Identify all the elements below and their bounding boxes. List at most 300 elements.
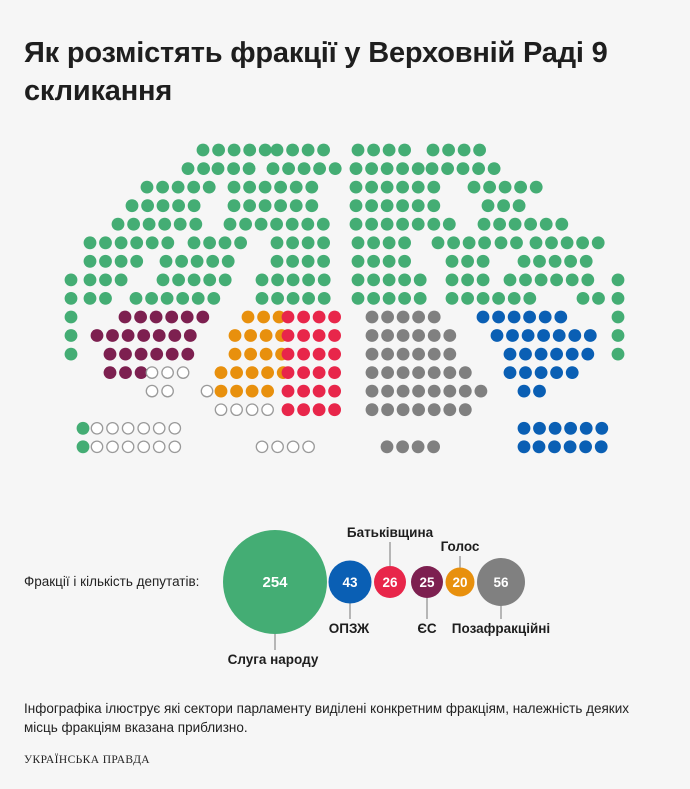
seat-pozafraktsiini xyxy=(397,311,410,324)
seat-sluha-narodu xyxy=(576,236,589,249)
seat-sluha-narodu xyxy=(243,162,256,175)
seat-opzzh xyxy=(535,348,548,361)
seat-opzzh xyxy=(523,311,536,324)
seat-sluha-narodu xyxy=(510,236,523,249)
seat-sluha-narodu xyxy=(259,144,272,157)
seat-batkivshchyna xyxy=(297,348,310,361)
seat-pozafraktsiini xyxy=(366,329,379,342)
seat-sluha-narodu xyxy=(305,199,318,212)
seat-sluha-narodu xyxy=(287,274,300,287)
seat-yes xyxy=(153,329,166,342)
seat-sluha-narodu xyxy=(508,292,521,305)
seat-sluha-narodu xyxy=(566,274,579,287)
seat-sluha-narodu xyxy=(367,236,380,249)
seat-sluha-narodu xyxy=(461,255,474,268)
seat-sluha-narodu xyxy=(446,255,459,268)
seat-empty xyxy=(91,441,102,452)
seat-sluha-narodu xyxy=(317,144,330,157)
seat-sluha-narodu xyxy=(427,218,440,231)
seat-empty xyxy=(162,385,173,396)
seat-opzzh xyxy=(533,422,546,435)
footnote: Інфографіка ілюструє які сектори парламенту виділені конкретним фракціям, належність деяких місць фракціям вказана приблизно. xyxy=(24,701,629,735)
seat-sluha-narodu xyxy=(290,199,303,212)
seat-sluha-narodu xyxy=(318,292,331,305)
seat-sluha-narodu xyxy=(161,236,174,249)
seat-batkivshchyna xyxy=(282,403,295,416)
seat-sluha-narodu xyxy=(65,348,78,361)
seat-sluha-narodu xyxy=(383,144,396,157)
seat-opzzh xyxy=(519,366,532,379)
seat-sluha-narodu xyxy=(188,236,201,249)
seat-sluha-narodu xyxy=(412,218,425,231)
seat-yes xyxy=(168,329,181,342)
seat-holos xyxy=(260,348,273,361)
seat-sluha-narodu xyxy=(130,255,143,268)
seat-sluha-narodu xyxy=(130,236,143,249)
seat-sluha-narodu xyxy=(222,255,235,268)
seat-batkivshchyna xyxy=(282,329,295,342)
seat-sluha-narodu xyxy=(383,236,396,249)
seat-sluha-narodu xyxy=(461,274,474,287)
seat-sluha-narodu xyxy=(274,181,287,194)
seat-holos xyxy=(230,385,243,398)
seat-sluha-narodu xyxy=(352,292,365,305)
seat-empty xyxy=(146,385,157,396)
seat-empty xyxy=(122,441,133,452)
bubbles-label: Фракції і кількість депутатів: xyxy=(24,574,200,589)
seat-sluha-narodu xyxy=(267,162,280,175)
seat-sluha-narodu xyxy=(426,162,439,175)
seat-holos xyxy=(246,366,259,379)
seat-sluha-narodu xyxy=(350,218,363,231)
seat-sluha-narodu xyxy=(115,255,128,268)
seat-yes xyxy=(181,311,194,324)
seat-sluha-narodu xyxy=(457,162,470,175)
seat-sluha-narodu xyxy=(612,329,625,342)
seat-sluha-narodu xyxy=(381,162,394,175)
seat-opzzh xyxy=(595,422,608,435)
seat-opzzh xyxy=(522,329,535,342)
seat-opzzh xyxy=(548,440,561,453)
seat-yes xyxy=(104,348,117,361)
seat-pozafraktsiini xyxy=(427,440,440,453)
seat-sluha-narodu xyxy=(228,181,241,194)
seat-sluha-narodu xyxy=(228,144,241,157)
seat-sluha-narodu xyxy=(234,236,247,249)
seat-sluha-narodu xyxy=(533,255,546,268)
seat-opzzh xyxy=(492,311,505,324)
seat-sluha-narodu xyxy=(156,181,169,194)
seat-sluha-narodu xyxy=(274,199,287,212)
seat-batkivshchyna xyxy=(313,348,326,361)
seat-holos xyxy=(230,366,243,379)
bubble-value-yes: 25 xyxy=(419,575,435,590)
seat-sluha-narodu xyxy=(477,274,490,287)
seat-sluha-narodu xyxy=(127,218,140,231)
seat-opzzh xyxy=(550,348,563,361)
seat-sluha-narodu xyxy=(367,274,380,287)
seat-sluha-narodu xyxy=(99,292,112,305)
seat-yes xyxy=(119,311,132,324)
seat-sluha-narodu xyxy=(271,144,284,157)
seat-sluha-narodu xyxy=(365,218,378,231)
seat-sluha-narodu xyxy=(256,292,269,305)
bubble-label-sluha-narodu: Слуга народу xyxy=(227,652,319,667)
seat-sluha-narodu xyxy=(188,199,201,212)
seat-holos xyxy=(229,348,242,361)
seat-sluha-narodu xyxy=(313,162,326,175)
seat-sluha-narodu xyxy=(302,144,315,157)
seat-pozafraktsiini xyxy=(412,403,425,416)
seat-sluha-narodu xyxy=(365,199,378,212)
seat-pozafraktsiini xyxy=(459,366,472,379)
seat-sluha-narodu xyxy=(212,162,225,175)
seat-sluha-narodu xyxy=(271,255,284,268)
seat-sluha-narodu xyxy=(141,181,154,194)
seat-empty xyxy=(91,423,102,434)
seat-sluha-narodu xyxy=(157,199,170,212)
seat-pozafraktsiini xyxy=(412,348,425,361)
seat-sluha-narodu xyxy=(77,422,90,435)
seat-sluha-narodu xyxy=(305,181,318,194)
seat-pozafraktsiini xyxy=(397,329,410,342)
seat-empty xyxy=(154,423,165,434)
seat-yes xyxy=(137,329,150,342)
seat-sluha-narodu xyxy=(367,292,380,305)
seat-sluha-narodu xyxy=(495,236,508,249)
seat-sluha-narodu xyxy=(497,199,510,212)
seat-batkivshchyna xyxy=(282,385,295,398)
seat-empty xyxy=(169,441,180,452)
seat-sluha-narodu xyxy=(477,292,490,305)
seat-batkivshchyna xyxy=(282,311,295,324)
seat-sluha-narodu xyxy=(352,255,365,268)
seat-sluha-narodu xyxy=(317,218,330,231)
seat-sluha-narodu xyxy=(243,144,256,157)
seat-sluha-narodu xyxy=(414,292,427,305)
seat-batkivshchyna xyxy=(313,329,326,342)
seat-sluha-narodu xyxy=(427,199,440,212)
seat-sluha-narodu xyxy=(458,144,471,157)
seat-sluha-narodu xyxy=(427,181,440,194)
seat-opzzh xyxy=(564,440,577,453)
seat-opzzh xyxy=(566,348,579,361)
seat-pozafraktsiini xyxy=(381,329,394,342)
seat-batkivshchyna xyxy=(297,311,310,324)
seat-yes xyxy=(181,348,194,361)
seat-opzzh xyxy=(504,366,517,379)
seat-sluha-narodu xyxy=(65,311,78,324)
seat-sluha-narodu xyxy=(197,144,210,157)
seat-sluha-narodu xyxy=(381,199,394,212)
seat-pozafraktsiini xyxy=(381,403,394,416)
seat-pozafraktsiini xyxy=(412,440,425,453)
seat-opzzh xyxy=(549,422,562,435)
seat-yes xyxy=(119,348,132,361)
seat-sluha-narodu xyxy=(65,329,78,342)
seat-batkivshchyna xyxy=(282,366,295,379)
seat-sluha-narodu xyxy=(301,218,314,231)
seat-map xyxy=(0,130,690,475)
seat-pozafraktsiini xyxy=(397,366,410,379)
seat-sluha-narodu xyxy=(383,255,396,268)
seat-yes xyxy=(196,311,209,324)
seat-sluha-narodu xyxy=(381,181,394,194)
seat-yes xyxy=(166,348,179,361)
seat-sluha-narodu xyxy=(352,236,365,249)
seat-sluha-narodu xyxy=(396,181,409,194)
seat-sluha-narodu xyxy=(271,274,284,287)
seat-sluha-narodu xyxy=(243,181,256,194)
seat-sluha-narodu xyxy=(228,199,241,212)
seat-pozafraktsiini xyxy=(381,440,394,453)
seat-opzzh xyxy=(553,329,566,342)
seat-sluha-narodu xyxy=(302,255,315,268)
seat-sluha-narodu xyxy=(84,255,97,268)
seat-holos xyxy=(246,385,259,398)
seat-pozafraktsiini xyxy=(428,403,441,416)
seat-sluha-narodu xyxy=(352,144,365,157)
seat-sluha-narodu xyxy=(259,181,272,194)
seat-sluha-narodu xyxy=(612,292,625,305)
seat-sluha-narodu xyxy=(145,292,158,305)
seat-opzzh xyxy=(519,348,532,361)
seat-sluha-narodu xyxy=(99,274,112,287)
seat-sluha-narodu xyxy=(446,292,459,305)
seat-pozafraktsiini xyxy=(428,311,441,324)
seat-sluha-narodu xyxy=(518,255,531,268)
seat-sluha-narodu xyxy=(115,236,128,249)
seat-sluha-narodu xyxy=(432,236,445,249)
seat-batkivshchyna xyxy=(313,385,326,398)
brand-logo: УКРАЇНСЬКА ПРАВДА xyxy=(24,754,151,766)
seat-pozafraktsiini xyxy=(459,385,472,398)
seat-opzzh xyxy=(504,348,517,361)
seat-sluha-narodu xyxy=(513,199,526,212)
seat-sluha-narodu xyxy=(176,292,189,305)
seat-sluha-narodu xyxy=(412,162,425,175)
seat-holos xyxy=(215,366,228,379)
seat-sluha-narodu xyxy=(550,274,563,287)
seat-batkivshchyna xyxy=(313,403,326,416)
seat-holos xyxy=(260,329,273,342)
seat-opzzh xyxy=(518,440,531,453)
seat-sluha-narodu xyxy=(255,218,268,231)
seat-batkivshchyna xyxy=(313,311,326,324)
seat-holos xyxy=(261,385,274,398)
seat-sluha-narodu xyxy=(555,218,568,231)
seat-sluha-narodu xyxy=(84,236,97,249)
seat-pozafraktsiini xyxy=(366,403,379,416)
seat-sluha-narodu xyxy=(65,292,78,305)
bubble-label-opzzh: ОПЗЖ xyxy=(328,621,370,636)
seat-sluha-narodu xyxy=(592,292,605,305)
seat-sluha-narodu xyxy=(126,199,139,212)
seat-sluha-narodu xyxy=(612,311,625,324)
seat-sluha-narodu xyxy=(488,162,501,175)
seat-yes xyxy=(150,311,163,324)
seat-sluha-narodu xyxy=(483,181,496,194)
seat-sluha-narodu xyxy=(592,236,605,249)
seat-sluha-narodu xyxy=(350,181,363,194)
chart-title: Як розмістять фракції у Верховній Раді 9 скликання xyxy=(24,37,608,107)
seat-sluha-narodu xyxy=(549,255,562,268)
seat-sluha-narodu xyxy=(329,162,342,175)
seat-sluha-narodu xyxy=(442,144,455,157)
seat-opzzh xyxy=(579,440,592,453)
seat-sluha-narodu xyxy=(157,274,170,287)
seat-holos xyxy=(229,329,242,342)
seat-sluha-narodu xyxy=(564,255,577,268)
seat-yes xyxy=(134,311,147,324)
seat-empty xyxy=(138,441,149,452)
seat-sluha-narodu xyxy=(99,236,112,249)
seat-empty xyxy=(303,441,314,452)
seat-sluha-narodu xyxy=(523,292,536,305)
seat-sluha-narodu xyxy=(182,162,195,175)
seat-sluha-narodu xyxy=(270,218,283,231)
seat-opzzh xyxy=(595,440,608,453)
seat-sluha-narodu xyxy=(206,255,219,268)
seat-opzzh xyxy=(584,329,597,342)
seat-sluha-narodu xyxy=(286,236,299,249)
seat-opzzh xyxy=(518,385,531,398)
seat-batkivshchyna xyxy=(297,403,310,416)
seat-pozafraktsiini xyxy=(412,385,425,398)
seat-pozafraktsiini xyxy=(396,440,409,453)
seat-batkivshchyna xyxy=(328,348,341,361)
seat-sluha-narodu xyxy=(524,218,537,231)
seat-sluha-narodu xyxy=(227,162,240,175)
seat-sluha-narodu xyxy=(540,218,553,231)
seat-sluha-narodu xyxy=(141,199,154,212)
seat-sluha-narodu xyxy=(172,181,185,194)
seat-sluha-narodu xyxy=(243,199,256,212)
seat-sluha-narodu xyxy=(115,274,128,287)
seat-sluha-narodu xyxy=(286,144,299,157)
seat-sluha-narodu xyxy=(473,144,486,157)
seat-sluha-narodu xyxy=(302,236,315,249)
seat-sluha-narodu xyxy=(514,181,527,194)
seat-sluha-narodu xyxy=(207,292,220,305)
seat-sluha-narodu xyxy=(99,255,112,268)
seat-yes xyxy=(122,329,135,342)
seat-pozafraktsiini xyxy=(366,385,379,398)
seat-sluha-narodu xyxy=(224,218,237,231)
seat-sluha-narodu xyxy=(256,274,269,287)
seat-sluha-narodu xyxy=(197,162,210,175)
seat-sluha-narodu xyxy=(158,218,171,231)
seat-sluha-narodu xyxy=(317,236,330,249)
seat-sluha-narodu xyxy=(478,236,491,249)
seat-yes xyxy=(106,329,119,342)
seat-empty xyxy=(122,423,133,434)
seat-opzzh xyxy=(581,348,594,361)
seat-sluha-narodu xyxy=(478,218,491,231)
seat-sluha-narodu xyxy=(160,255,173,268)
seat-pozafraktsiini xyxy=(381,348,394,361)
seat-sluha-narodu xyxy=(427,144,440,157)
seat-sluha-narodu xyxy=(302,292,315,305)
seat-pozafraktsiini xyxy=(428,366,441,379)
seat-sluha-narodu xyxy=(84,274,97,287)
seat-sluha-narodu xyxy=(612,274,625,287)
seat-sluha-narodu xyxy=(477,255,490,268)
seat-sluha-narodu xyxy=(577,292,590,305)
seat-pozafraktsiini xyxy=(381,385,394,398)
seat-sluha-narodu xyxy=(192,292,205,305)
bubble-value-sluha-narodu: 254 xyxy=(262,574,288,591)
seat-sluha-narodu xyxy=(365,181,378,194)
seat-sluha-narodu xyxy=(271,236,284,249)
seat-pozafraktsiini xyxy=(366,366,379,379)
bubble-value-pozafraktsiini: 56 xyxy=(493,575,509,590)
seat-pozafraktsiini xyxy=(381,366,394,379)
seat-batkivshchyna xyxy=(328,403,341,416)
seat-sluha-narodu xyxy=(446,274,459,287)
seat-sluha-narodu xyxy=(504,274,517,287)
seat-sluha-narodu xyxy=(175,255,188,268)
seat-pozafraktsiini xyxy=(397,385,410,398)
seat-sluha-narodu xyxy=(519,274,532,287)
seat-pozafraktsiini xyxy=(366,348,379,361)
seat-pozafraktsiini xyxy=(397,403,410,416)
seat-empty xyxy=(287,441,298,452)
seat-sluha-narodu xyxy=(130,292,143,305)
seat-sluha-narodu xyxy=(191,255,204,268)
seat-sluha-narodu xyxy=(396,199,409,212)
seat-sluha-narodu xyxy=(365,162,378,175)
seat-batkivshchyna xyxy=(297,385,310,398)
seat-empty xyxy=(146,367,157,378)
seat-sluha-narodu xyxy=(463,236,476,249)
seat-empty xyxy=(154,441,165,452)
seat-sluha-narodu xyxy=(318,274,331,287)
seat-empty xyxy=(272,441,283,452)
seat-pozafraktsiini xyxy=(443,366,456,379)
seat-sluha-narodu xyxy=(65,274,78,287)
seat-sluha-narodu xyxy=(461,292,474,305)
seat-sluha-narodu xyxy=(580,255,593,268)
seat-pozafraktsiini xyxy=(459,403,472,416)
seat-yes xyxy=(135,348,148,361)
seat-opzzh xyxy=(580,422,593,435)
seat-opzzh xyxy=(506,329,519,342)
bubble-label-pozafraktsiini: Позафракційні xyxy=(451,621,551,636)
seat-holos xyxy=(244,348,257,361)
seat-yes xyxy=(184,329,197,342)
seat-pozafraktsiini xyxy=(412,329,425,342)
seat-sluha-narodu xyxy=(143,218,156,231)
seat-pozafraktsiini xyxy=(428,385,441,398)
seat-sluha-narodu xyxy=(239,218,252,231)
seat-pozafraktsiini xyxy=(428,329,441,342)
seat-yes xyxy=(150,348,163,361)
seat-sluha-narodu xyxy=(383,274,396,287)
seat-holos xyxy=(242,311,255,324)
seat-sluha-narodu xyxy=(287,292,300,305)
seat-sluha-narodu xyxy=(259,199,272,212)
seat-pozafraktsiini xyxy=(475,385,488,398)
seat-batkivshchyna xyxy=(297,366,310,379)
seat-sluha-narodu xyxy=(383,292,396,305)
bubble-value-opzzh: 43 xyxy=(342,575,358,590)
seat-opzzh xyxy=(568,329,581,342)
seat-opzzh xyxy=(508,311,521,324)
seat-sluha-narodu xyxy=(535,274,548,287)
seat-sluha-narodu xyxy=(412,181,425,194)
seat-empty xyxy=(215,404,226,415)
